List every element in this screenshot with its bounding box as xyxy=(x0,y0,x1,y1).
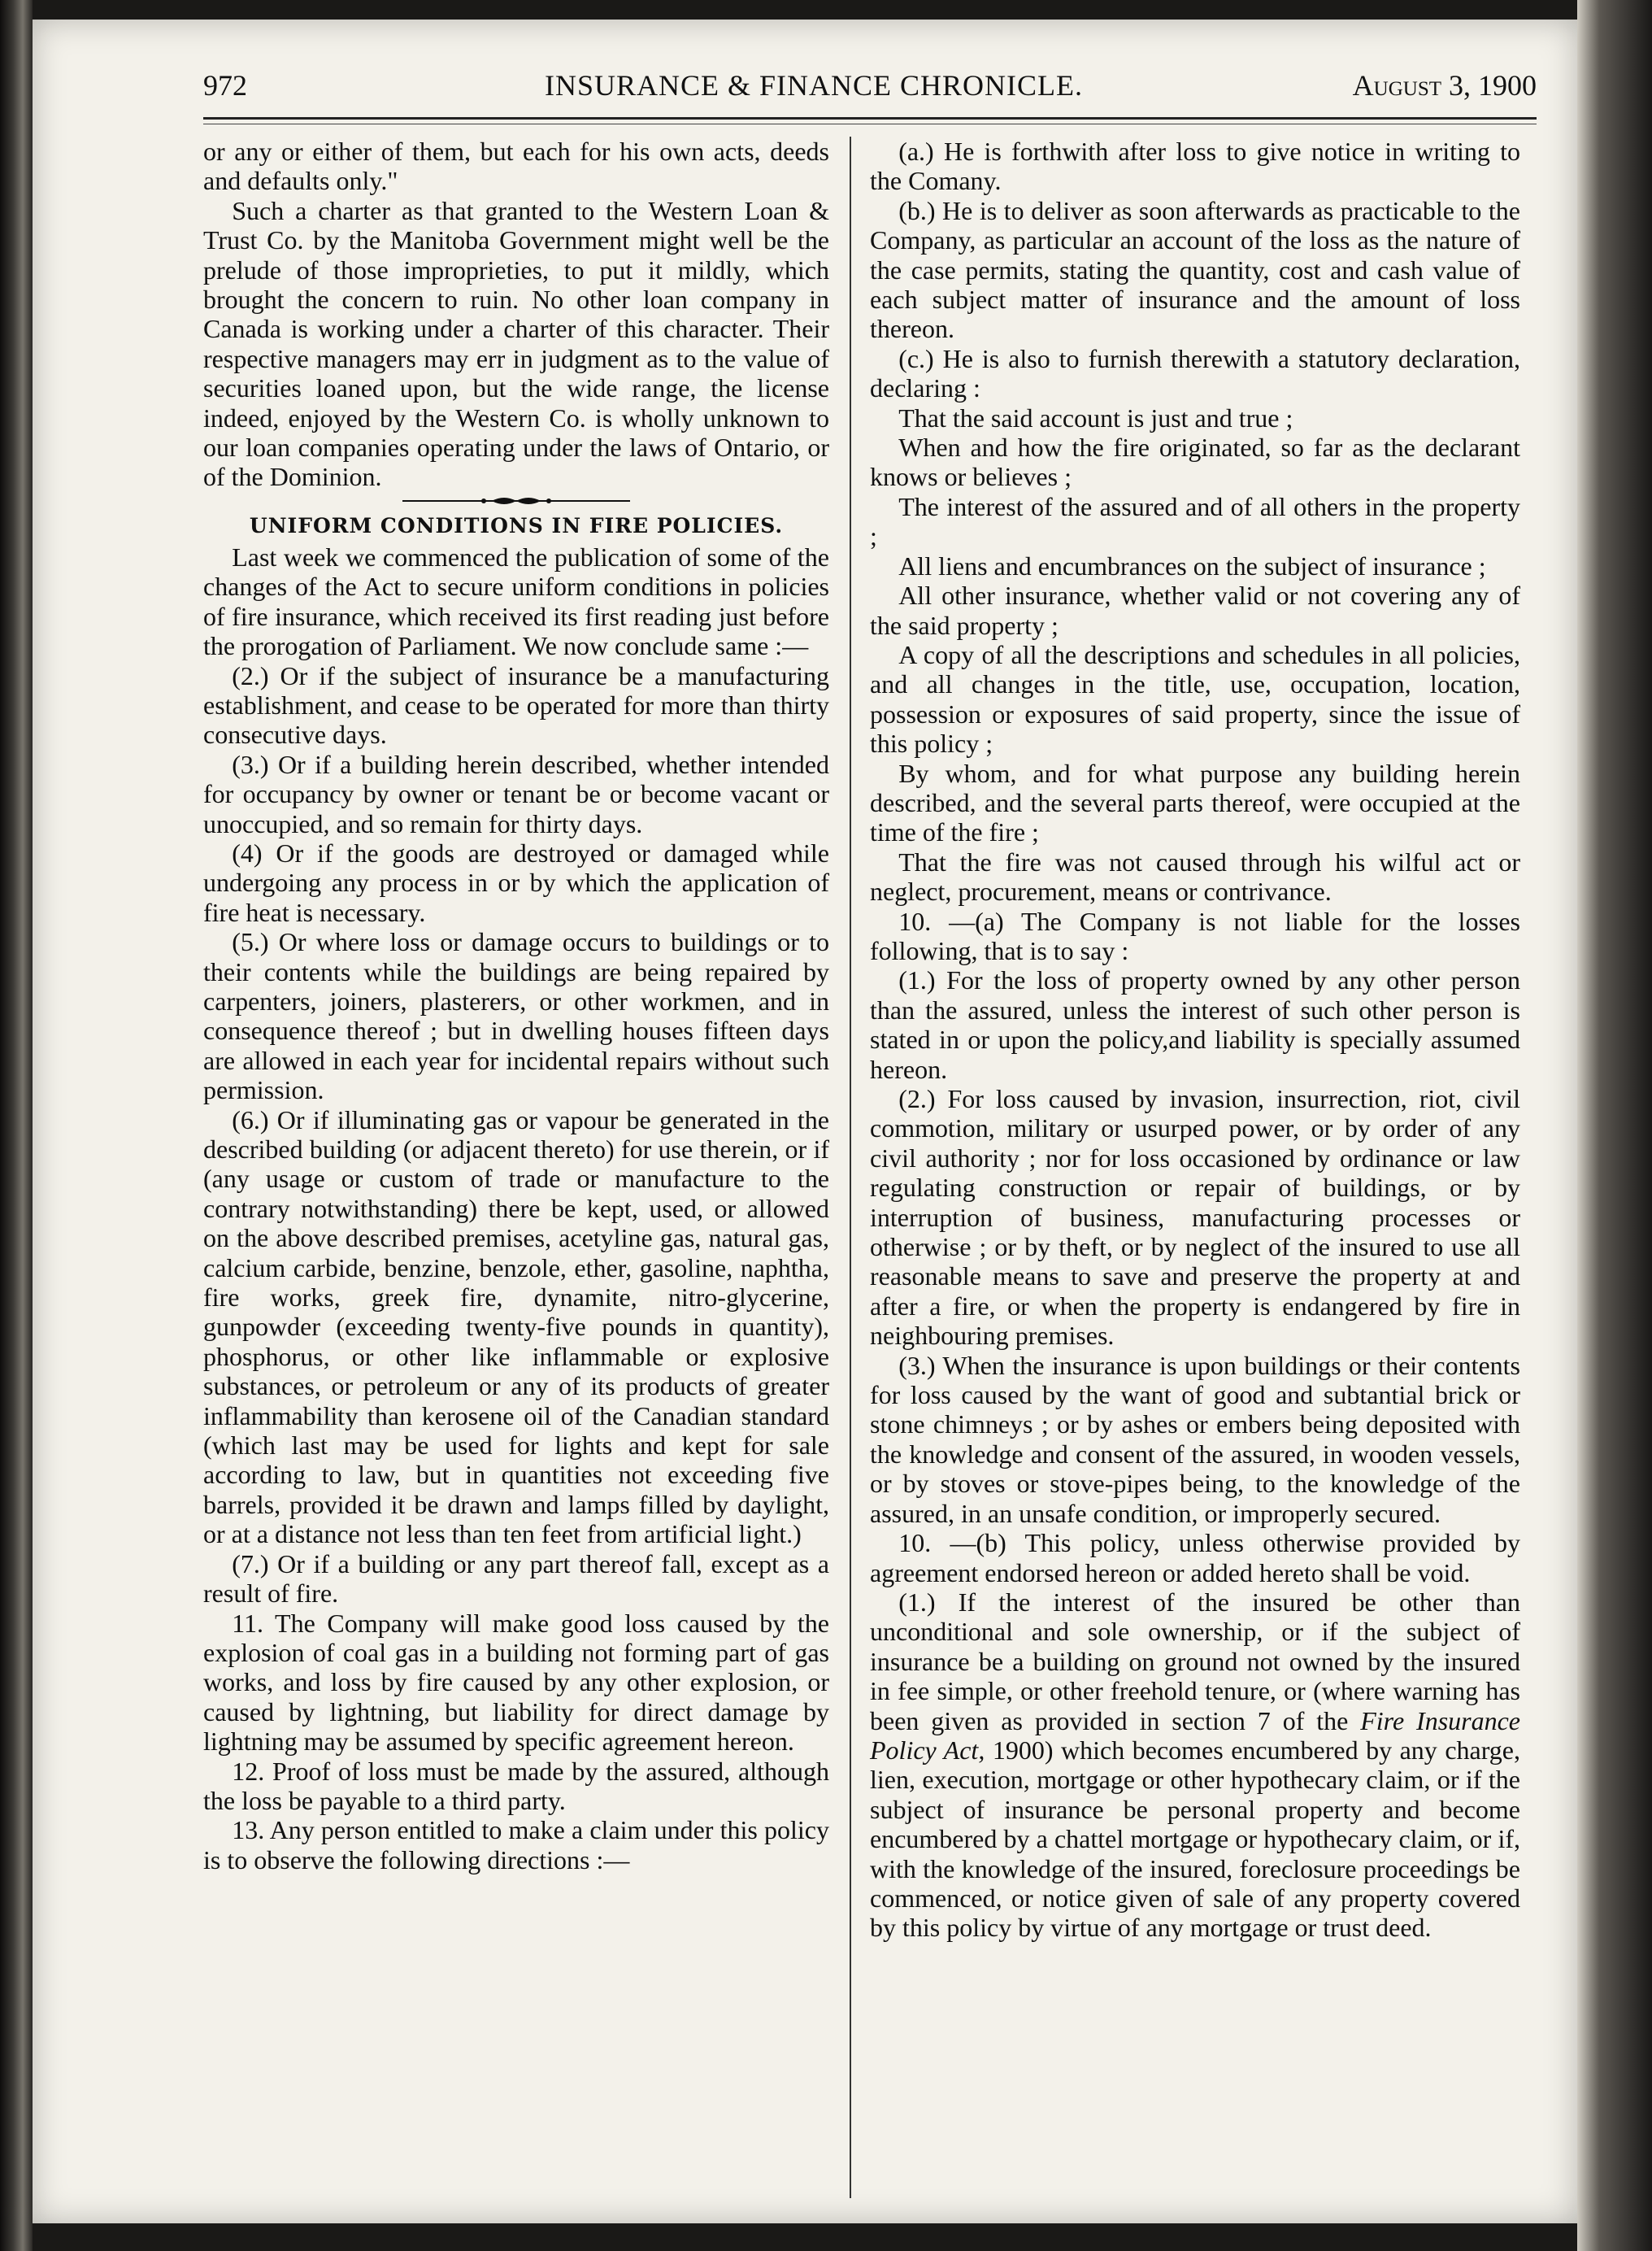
page-number: 972 xyxy=(203,69,247,102)
declaration-item: That the said account is just and true ; xyxy=(898,403,1293,433)
final-text-start: (1.) If the interest of the insured be other than unconditional and sole ownership, or if the subject of insurance be a building on ground not owned by the insured in fee simple, or other freehold tenure, or (where warning has been given as provided in section 7 of the xyxy=(870,1587,1520,1735)
declaration-item: By whom, and for what purpose any building herein described, and the several parts thereof, were occupied at the time of the fire ; xyxy=(870,758,1520,847)
act-name: Fire Insurance Policy Act, xyxy=(870,1705,1521,1765)
scan-right-edge xyxy=(1577,0,1652,2251)
running-header xyxy=(203,68,1537,117)
condition-paragraph: (7.) Or if a building or any part thereof fall, except as a result of fire. xyxy=(203,1548,829,1609)
declaration-item: A copy of all the descriptions and schedules in all policies, and all changes in the title, use, occupation, location, possession or exposures of said property, since the issue of this policy ; xyxy=(870,639,1520,759)
declaration-item: When and how the fire originated, so far as the declarant knows or believes ; xyxy=(870,433,1520,492)
direction-paragraph: (a.) He is forthwith after loss to give notice in writing to the Comany. xyxy=(870,137,1520,196)
column-divider xyxy=(850,137,851,2198)
declaration-item: All liens and encumbrances on the subject of insurance ; xyxy=(898,551,1486,581)
condition-paragraph: 10. —(b) This policy, unless otherwise provided by agreement endorsed hereon or added hereto shall be void. xyxy=(870,1528,1520,1587)
left-column xyxy=(203,137,829,1874)
condition-paragraph: (1.) For the loss of property owned by any other person than the assured, unless the interest of such other person is stated in or upon the policy,and liability is specially assumed hereon. xyxy=(870,965,1520,1084)
condition-paragraph: 11. The Company will make good loss caused by the explosion of coal gas in a building not forming part of gas works, and loss by fire caused by any other explosion, or caused by lightning, but liability for direct damage by lightning may be assumed by specific agreement hereon. xyxy=(203,1608,829,1757)
publication-title: INSURANCE & FINANCE CHRONICLE. xyxy=(545,69,1084,102)
condition-paragraph: 10. —(a) The Company is not liable for the losses following, that is to say : xyxy=(870,906,1520,965)
intro-paragraph: or any or either of them, but each for his own acts, deeds and defaults only." xyxy=(203,137,829,196)
condition-paragraph-final xyxy=(870,1587,1520,1943)
direction-paragraph: (c.) He is also to furnish therewith a statutory declaration, declaring : xyxy=(870,343,1520,403)
condition-paragraph: (5.) Or where loss or damage occurs to buildings or to their contents while the buildings are being repaired by carpenters, joiners, plasterers, or other workmen, and in consequence thereof ; but in dwelling houses fifteen days are allowed in each year for incidental repairs without such permission. xyxy=(203,927,829,1105)
declaration-item: That the fire was not caused through his wilful act or neglect, procurement, means or contrivance. xyxy=(870,847,1520,907)
header-rule xyxy=(203,117,1537,120)
scan-left-edge xyxy=(0,0,33,2251)
direction-paragraph: (b.) He is to deliver as soon afterwards as practicable to the Company, as particular an account of the loss as the nature of the case permits, stating the quantity, cost and cash value of each subject matter of insurance and the amount of loss thereon. xyxy=(870,195,1520,344)
right-column xyxy=(870,137,1520,1943)
declaration-item: The interest of the assured and of all others in the property ; xyxy=(870,491,1520,551)
final-text-end: 1900) which becomes encumbered by any charge, lien, execution, mortgage or other hypothecary claim, or if the subject of insurance be personal property and become encumbered by a chattel mortgage or hypothecary claim, or if, with the knowledge of the insured, foreclosure proceedings be commenced, or notice given of sale of any property covered by this policy by virtue of any mortgage or trust deed. xyxy=(870,1735,1521,1943)
declaration-item: All other insurance, whether valid or not covering any of the said property ; xyxy=(870,581,1520,640)
condition-paragraph: (3.) When the insurance is upon buildings or their contents for loss caused by the want of good and subtantial brick or stone chimneys ; or by ashes or embers being deposited with the knowledge and consent of the assured, in wooden vessels, or by stoves or stove-pipes being, to the knowledge of the assured, in an unsafe condition, or improperly secured. xyxy=(870,1350,1520,1528)
condition-paragraph: (2.) For loss caused by invasion, insurrection, riot, civil commotion, military or usurped power, or by order of any civil authority ; nor for loss occasioned by ordinance or law regulating construction or repair of buildings, or by interruption of business, manufacturing processes or otherwise ; or by theft, or by neglect of the insured to use all reasonable means to save and preserve the property at and after a fire, or when the property is endangered by fire in neighbouring premises. xyxy=(870,1084,1520,1351)
condition-paragraph: (3.) Or if a building herein described, whether intended for occupancy by owner or tenant be or become vacant or unoccupied, and so remain for thirty days. xyxy=(203,749,829,838)
condition-paragraph: (6.) Or if illuminating gas or vapour be generated in the described building (or adjacent thereto) for use therein, or if (any usage or custom of trade or manufacture to the contrary notwithstanding) there be kept, used, or allowed on the above described premises, acetyline gas, natural gas, calcium carbide, benzine, benzole, ether, gasoline, naphtha, fire works, greek fire, dynamite, nitro-glycerine, gunpowder (exceeding twenty-five pounds in quantity), phosphorus, or other like inflammable or explosive substances, or petroleum or any of its products of greater inflammability than kerosene oil of the Canadian standard (which last may be used for lights and kept for sale according to law, but in quantities not exceeding five barrels, provided it be drawn and lamps filled by daylight, or at a distance not less than ten feet from artificial light.) xyxy=(203,1104,829,1549)
intro-paragraph: Such a charter as that granted to the Western Loan & Trust Co. by the Manitoba Government might well be the prelude of those improprieties, to put it mildly, which brought the concern to ruin. No other loan company in Canada is working under a charter of this character. Their respective managers may err in judgment as to the value of securities loaned upon, but the wide range, the license indeed, enjoyed by the Western Co. is wholly unknown to our loan companies operating under the laws of Ontario, or of the Dominion. xyxy=(203,195,829,492)
condition-paragraph: (2.) Or if the subject of insurance be a manufacturing establishment, and cease to be operated for more than thirty consecutive days. xyxy=(203,660,829,750)
issue-date: August 3, 1900 xyxy=(1352,69,1537,102)
ornamental-rule-icon xyxy=(402,494,630,508)
body-paragraph: Last week we commenced the publication of some of the changes of the Act to secure uniform conditions in policies of fire insurance, which received its first reading just before the prorogation of Parliament. We now conclude same :— xyxy=(203,542,829,661)
section-title: UNIFORM CONDITIONS IN FIRE POLICIES. xyxy=(249,513,784,538)
condition-paragraph: (4) Or if the goods are destroyed or damaged while undergoing any process in or by which the application of fire heat is necessary. xyxy=(203,838,829,927)
condition-paragraph: 12. Proof of loss must be made by the assured, although the loss be payable to a third party. xyxy=(203,1756,829,1815)
condition-paragraph: 13. Any person entitled to make a claim under this policy is to observe the following directions :— xyxy=(203,1815,829,1874)
